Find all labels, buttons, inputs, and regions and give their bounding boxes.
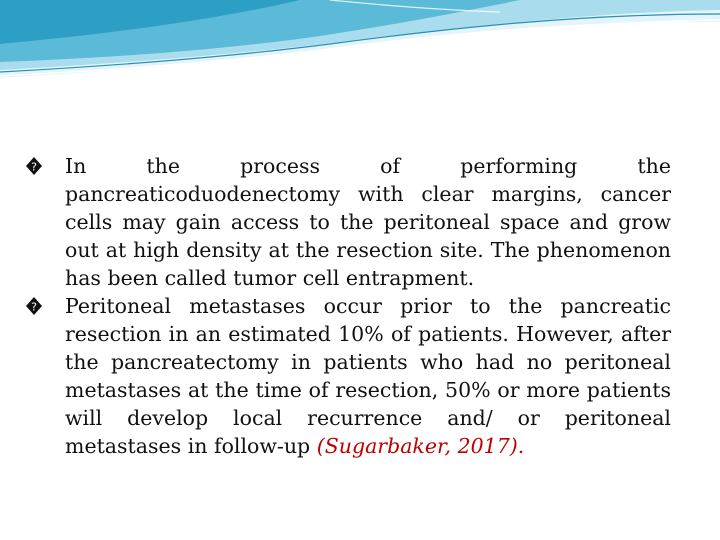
svg-text:?: ?	[31, 300, 37, 314]
citation: (Sugarbaker, 2017).	[316, 434, 525, 458]
bullet-paragraph	[26, 292, 671, 460]
bullet-text: Peritoneal metastases occur prior to the pancreatic resection in an estimated 10% of patients. However, after the pancreatectomy in patients who had no peritoneal metastases at the time of resection, 50% or more patients will develop local recurrence and/ or peritoneal metastases in follow-up	[65, 294, 671, 458]
bullet-text: In the process of performing the pancreaticoduodenectomy with clear margins, cancer cells may gain access to the peritoneal space and grow out at high density at the resection site. The phenomenon has been called tumor cell entrapment.	[65, 154, 671, 290]
slide-body	[26, 152, 671, 460]
replacement-char-icon	[26, 152, 65, 180]
replacement-char-icon	[26, 292, 65, 320]
top-wave-decoration	[0, 0, 720, 90]
bullet-paragraph	[26, 152, 671, 292]
svg-text:?: ?	[31, 160, 37, 174]
